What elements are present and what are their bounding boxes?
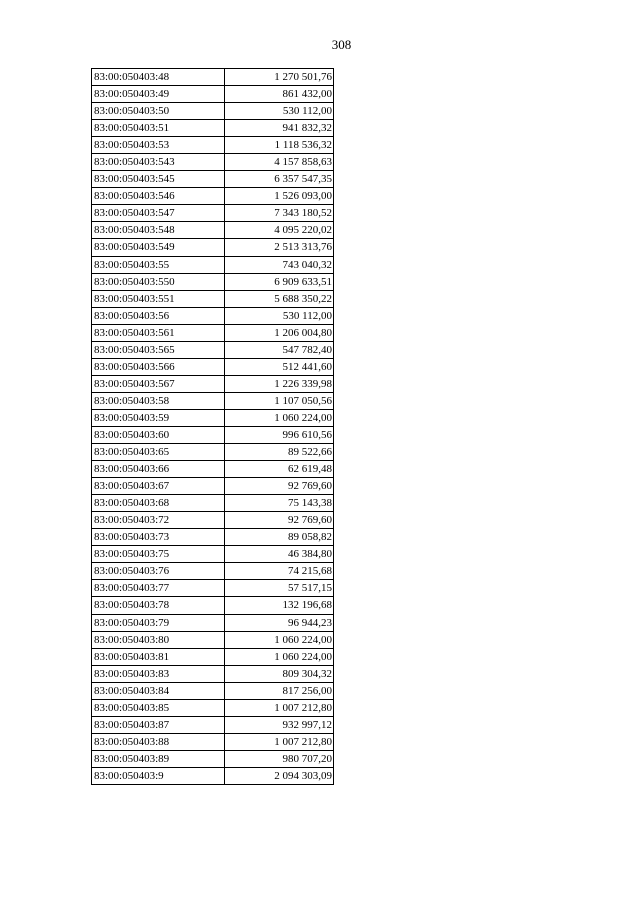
value-cell: 92 769,60 bbox=[225, 478, 334, 495]
cadastral-number-cell: 83:00:050403:75 bbox=[92, 546, 225, 563]
value-cell: 5 688 350,22 bbox=[225, 290, 334, 307]
value-cell: 1 107 050,56 bbox=[225, 392, 334, 409]
table-row bbox=[92, 154, 334, 171]
value-cell: 92 769,60 bbox=[225, 512, 334, 529]
cadastral-number-cell: 83:00:050403:66 bbox=[92, 461, 225, 478]
value-cell: 980 707,20 bbox=[225, 750, 334, 767]
table-row bbox=[92, 239, 334, 256]
table-row bbox=[92, 461, 334, 478]
value-cell: 1 007 212,80 bbox=[225, 699, 334, 716]
table-row bbox=[92, 324, 334, 341]
cadastral-value-table bbox=[91, 68, 334, 785]
cadastral-number-cell: 83:00:050403:548 bbox=[92, 222, 225, 239]
cadastral-number-cell: 83:00:050403:561 bbox=[92, 324, 225, 341]
table-row bbox=[92, 375, 334, 392]
cadastral-number-cell: 83:00:050403:73 bbox=[92, 529, 225, 546]
table-row bbox=[92, 529, 334, 546]
table-row bbox=[92, 597, 334, 614]
table-row bbox=[92, 495, 334, 512]
cadastral-number-cell: 83:00:050403:55 bbox=[92, 256, 225, 273]
cadastral-number-cell: 83:00:050403:85 bbox=[92, 699, 225, 716]
value-cell: 46 384,80 bbox=[225, 546, 334, 563]
value-cell: 1 060 224,00 bbox=[225, 631, 334, 648]
value-cell: 1 206 004,80 bbox=[225, 324, 334, 341]
value-cell: 1 118 536,32 bbox=[225, 137, 334, 154]
table-row bbox=[92, 120, 334, 137]
cadastral-number-cell: 83:00:050403:59 bbox=[92, 409, 225, 426]
table-row bbox=[92, 137, 334, 154]
value-cell: 996 610,56 bbox=[225, 426, 334, 443]
value-cell: 96 944,23 bbox=[225, 614, 334, 631]
value-cell: 530 112,00 bbox=[225, 103, 334, 120]
value-cell: 1 270 501,76 bbox=[225, 69, 334, 86]
value-cell: 932 997,12 bbox=[225, 716, 334, 733]
table-row bbox=[92, 563, 334, 580]
value-cell: 941 832,32 bbox=[225, 120, 334, 137]
cadastral-number-cell: 83:00:050403:58 bbox=[92, 392, 225, 409]
table-row bbox=[92, 682, 334, 699]
cadastral-number-cell: 83:00:050403:549 bbox=[92, 239, 225, 256]
table-row bbox=[92, 205, 334, 222]
cadastral-number-cell: 83:00:050403:79 bbox=[92, 614, 225, 631]
value-cell: 4 157 858,63 bbox=[225, 154, 334, 171]
cadastral-number-cell: 83:00:050403:72 bbox=[92, 512, 225, 529]
table-row bbox=[92, 256, 334, 273]
value-cell: 817 256,00 bbox=[225, 682, 334, 699]
value-cell: 530 112,00 bbox=[225, 307, 334, 324]
value-cell: 89 058,82 bbox=[225, 529, 334, 546]
cadastral-number-cell: 83:00:050403:545 bbox=[92, 171, 225, 188]
value-cell: 809 304,32 bbox=[225, 665, 334, 682]
cadastral-number-cell: 83:00:050403:78 bbox=[92, 597, 225, 614]
cadastral-number-cell: 83:00:050403:83 bbox=[92, 665, 225, 682]
value-cell: 2 094 303,09 bbox=[225, 767, 334, 784]
value-cell: 1 526 093,00 bbox=[225, 188, 334, 205]
value-cell: 75 143,38 bbox=[225, 495, 334, 512]
table-row bbox=[92, 546, 334, 563]
cadastral-number-cell: 83:00:050403:546 bbox=[92, 188, 225, 205]
table-row bbox=[92, 103, 334, 120]
table-row bbox=[92, 716, 334, 733]
value-cell: 6 909 633,51 bbox=[225, 273, 334, 290]
value-cell: 1 060 224,00 bbox=[225, 648, 334, 665]
value-cell: 132 196,68 bbox=[225, 597, 334, 614]
table-row bbox=[92, 614, 334, 631]
value-cell: 1 007 212,80 bbox=[225, 733, 334, 750]
cadastral-number-cell: 83:00:050403:543 bbox=[92, 154, 225, 171]
value-cell: 7 343 180,52 bbox=[225, 205, 334, 222]
table-row bbox=[92, 171, 334, 188]
cadastral-number-cell: 83:00:050403:89 bbox=[92, 750, 225, 767]
table-row bbox=[92, 273, 334, 290]
cadastral-number-cell: 83:00:050403:551 bbox=[92, 290, 225, 307]
cadastral-number-cell: 83:00:050403:567 bbox=[92, 375, 225, 392]
value-cell: 89 522,66 bbox=[225, 444, 334, 461]
value-cell: 1 226 339,98 bbox=[225, 375, 334, 392]
table-row bbox=[92, 222, 334, 239]
cadastral-number-cell: 83:00:050403:9 bbox=[92, 767, 225, 784]
table-row bbox=[92, 307, 334, 324]
table-row bbox=[92, 392, 334, 409]
table-row bbox=[92, 69, 334, 86]
value-cell: 6 357 547,35 bbox=[225, 171, 334, 188]
table-row bbox=[92, 750, 334, 767]
table-row bbox=[92, 444, 334, 461]
table-row bbox=[92, 733, 334, 750]
value-cell: 512 441,60 bbox=[225, 358, 334, 375]
value-cell: 547 782,40 bbox=[225, 341, 334, 358]
value-cell: 62 619,48 bbox=[225, 461, 334, 478]
cadastral-number-cell: 83:00:050403:566 bbox=[92, 358, 225, 375]
cadastral-number-cell: 83:00:050403:56 bbox=[92, 307, 225, 324]
value-cell: 4 095 220,02 bbox=[225, 222, 334, 239]
table-row bbox=[92, 512, 334, 529]
table-row bbox=[92, 358, 334, 375]
page-number: 308 bbox=[331, 37, 352, 52]
cadastral-number-cell: 83:00:050403:81 bbox=[92, 648, 225, 665]
cadastral-number-cell: 83:00:050403:68 bbox=[92, 495, 225, 512]
cadastral-number-cell: 83:00:050403:60 bbox=[92, 426, 225, 443]
table-row bbox=[92, 478, 334, 495]
cadastral-number-cell: 83:00:050403:48 bbox=[92, 69, 225, 86]
table-row bbox=[92, 665, 334, 682]
table-row bbox=[92, 341, 334, 358]
table-row bbox=[92, 580, 334, 597]
table-row bbox=[92, 648, 334, 665]
cadastral-number-cell: 83:00:050403:65 bbox=[92, 444, 225, 461]
cadastral-number-cell: 83:00:050403:77 bbox=[92, 580, 225, 597]
value-cell: 2 513 313,76 bbox=[225, 239, 334, 256]
table-row bbox=[92, 426, 334, 443]
table-row bbox=[92, 86, 334, 103]
value-cell: 1 060 224,00 bbox=[225, 409, 334, 426]
cadastral-number-cell: 83:00:050403:67 bbox=[92, 478, 225, 495]
table-row bbox=[92, 631, 334, 648]
table-row bbox=[92, 699, 334, 716]
cadastral-number-cell: 83:00:050403:550 bbox=[92, 273, 225, 290]
cadastral-number-cell: 83:00:050403:51 bbox=[92, 120, 225, 137]
table-row bbox=[92, 188, 334, 205]
value-cell: 74 215,68 bbox=[225, 563, 334, 580]
cadastral-number-cell: 83:00:050403:547 bbox=[92, 205, 225, 222]
cadastral-number-cell: 83:00:050403:50 bbox=[92, 103, 225, 120]
table-body bbox=[92, 69, 334, 785]
table-row bbox=[92, 767, 334, 784]
value-cell: 57 517,15 bbox=[225, 580, 334, 597]
table-row bbox=[92, 409, 334, 426]
table-row bbox=[92, 290, 334, 307]
cadastral-number-cell: 83:00:050403:49 bbox=[92, 86, 225, 103]
cadastral-number-cell: 83:00:050403:565 bbox=[92, 341, 225, 358]
cadastral-number-cell: 83:00:050403:53 bbox=[92, 137, 225, 154]
cadastral-number-cell: 83:00:050403:84 bbox=[92, 682, 225, 699]
cadastral-number-cell: 83:00:050403:88 bbox=[92, 733, 225, 750]
value-cell: 743 040,32 bbox=[225, 256, 334, 273]
value-cell: 861 432,00 bbox=[225, 86, 334, 103]
cadastral-number-cell: 83:00:050403:87 bbox=[92, 716, 225, 733]
cadastral-number-cell: 83:00:050403:80 bbox=[92, 631, 225, 648]
cadastral-number-cell: 83:00:050403:76 bbox=[92, 563, 225, 580]
